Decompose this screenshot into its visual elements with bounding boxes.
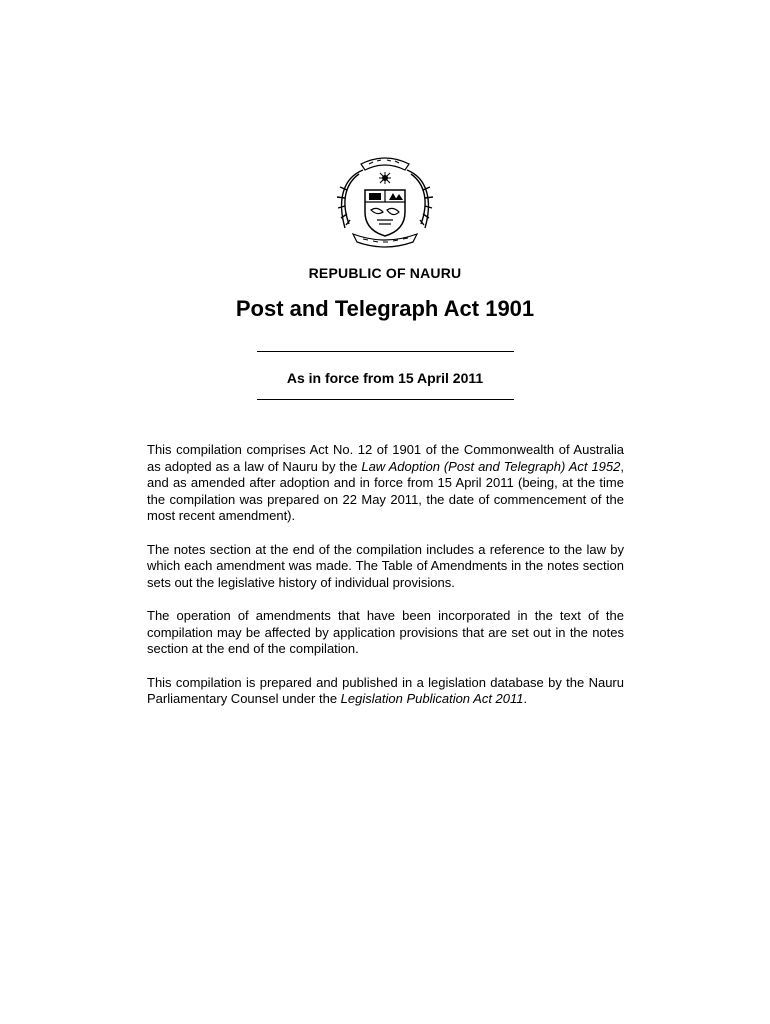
paragraph-text: , and as amended after adoption and in force from 15 April 2011 (being, at the time the compilation was prepared on 22 May 2011, the date of commencement of the most recent amendment). [147,458,624,523]
coat-of-arms-seal-icon [333,150,437,250]
paragraph-text: This compilation comprises Act No. 12 of 1901 of the Commonwealth of Australia as adopted as a law of Nauru by the [147,442,624,474]
paragraph-compilation [147,442,624,525]
act-title-italic: Law Adoption (Post and Telegraph) Act 1952 [361,458,621,474]
paragraph-text: The operation of amendments that have been incorporated in the text of the compilation may be affected by application provisions that are set out in the notes section at the end of the compilation. [147,608,624,656]
paragraph-notes [147,542,624,592]
paragraph-publication [147,675,624,708]
divider-bottom [257,399,514,400]
act-title-italic: Legislation Publication Act 2011 [340,691,524,706]
paragraph-text: This compilation is prepared and published in a legislation database by the Nauru Parliamentary Counsel under the [147,674,624,706]
country-heading: REPUBLIC OF NAURU [308,265,462,281]
divider-top [257,351,514,352]
document-title: Post and Telegraph Act 1901 [235,296,535,321]
compilation-notes [147,442,624,725]
in-force-date: As in force from 15 April 2011 [286,370,484,386]
paragraph-text: The notes section at the end of the compilation includes a reference to the law by which each amendment was made. The Table of Amendments in the notes section sets out the legislative history of individual provisions. [147,541,624,590]
paragraph-text: . [523,691,528,706]
paragraph-operation [147,608,624,658]
